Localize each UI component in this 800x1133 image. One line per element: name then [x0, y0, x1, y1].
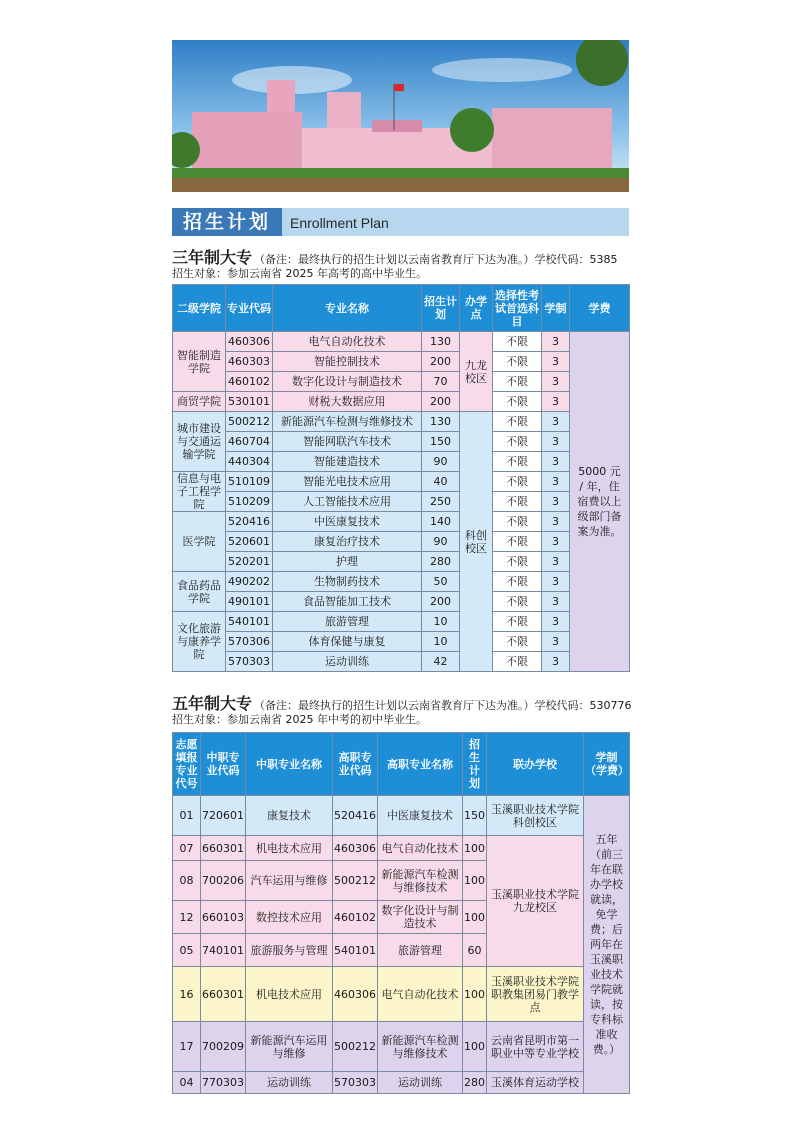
- table-row: [173, 412, 630, 432]
- mcode-cell: 660301: [201, 836, 246, 861]
- hname-cell: 新能源汽车检测与维修技术: [378, 861, 463, 901]
- three-year-table: [172, 284, 630, 672]
- code-cell: 460704: [226, 432, 273, 452]
- code-cell: 540101: [226, 612, 273, 632]
- mcode-cell: 660103: [201, 901, 246, 934]
- col-header: 二级学院: [173, 285, 226, 332]
- school-cell: 云南省昆明市第一职业中等专业学校: [487, 1022, 584, 1072]
- no-cell: 17: [173, 1022, 201, 1072]
- mname-cell: 新能源汽车运用与维修: [246, 1022, 333, 1072]
- plan-cell: 150: [422, 432, 460, 452]
- name-cell: 体育保健与康复: [273, 632, 422, 652]
- col-header: 中职专业名称: [246, 733, 333, 796]
- three-year-title: 三年制大专: [172, 248, 253, 267]
- mname-cell: 机电技术应用: [246, 836, 333, 861]
- code-cell: 460102: [226, 372, 273, 392]
- college-cell: 商贸学院: [173, 392, 226, 412]
- plan-cell: 100: [463, 836, 487, 861]
- code-cell: 460303: [226, 352, 273, 372]
- col-header: 中职专业代码: [201, 733, 246, 796]
- name-cell: 智能光电技术应用: [273, 472, 422, 492]
- name-cell: 智能网联汽车技术: [273, 432, 422, 452]
- section-header: [172, 208, 629, 236]
- subject-cell: 不限: [493, 452, 542, 472]
- years-cell: 3: [542, 532, 570, 552]
- table-row: [173, 1072, 630, 1094]
- code-cell: 520601: [226, 532, 273, 552]
- years-cell: 3: [542, 612, 570, 632]
- hname-cell: 数字化设计与制造技术: [378, 901, 463, 934]
- plan-cell: 100: [463, 861, 487, 901]
- subject-cell: 不限: [493, 492, 542, 512]
- subject-cell: 不限: [493, 472, 542, 492]
- subject-cell: 不限: [493, 352, 542, 372]
- name-cell: 康复治疗技术: [273, 532, 422, 552]
- subject-cell: 不限: [493, 552, 542, 572]
- name-cell: 生物制药技术: [273, 572, 422, 592]
- plan-cell: 40: [422, 472, 460, 492]
- years-cell: 3: [542, 432, 570, 452]
- college-cell: 文化旅游与康养学院: [173, 612, 226, 672]
- name-cell: 新能源汽车检测与维修技术: [273, 412, 422, 432]
- name-cell: 中医康复技术: [273, 512, 422, 532]
- hname-cell: 电气自动化技术: [378, 967, 463, 1022]
- plan-cell: 42: [422, 652, 460, 672]
- college-cell: 城市建设与交通运输学院: [173, 412, 226, 472]
- years-cell: 3: [542, 552, 570, 572]
- table-row: [173, 967, 630, 1022]
- fee-cell: 五年（前三年在联办学校就读，免学费；后两年在玉溪职业技术学院就读，按专科标准收费。）: [584, 796, 630, 1094]
- mcode-cell: 720601: [201, 796, 246, 836]
- hcode-cell: 570303: [333, 1072, 378, 1094]
- three-year-target: 招生对象：参加云南省 2025 年高考的高中毕业生。: [172, 267, 427, 280]
- subject-cell: 不限: [493, 612, 542, 632]
- table-row: [173, 472, 630, 492]
- name-cell: 旅游管理: [273, 612, 422, 632]
- school-cell: 玉溪职业技术学院科创校区: [487, 796, 584, 836]
- plan-cell: 10: [422, 612, 460, 632]
- plan-cell: 280: [422, 552, 460, 572]
- table-row: [173, 552, 630, 572]
- plan-cell: 90: [422, 452, 460, 472]
- plan-cell: 250: [422, 492, 460, 512]
- code-cell: 520201: [226, 552, 273, 572]
- col-header: 志愿填报专业代号: [173, 733, 201, 796]
- plan-cell: 10: [422, 632, 460, 652]
- subject-cell: 不限: [493, 652, 542, 672]
- name-cell: 运动训练: [273, 652, 422, 672]
- code-cell: 490101: [226, 592, 273, 612]
- years-cell: 3: [542, 392, 570, 412]
- table-row: [173, 512, 630, 532]
- col-header: 招生计划: [463, 733, 487, 796]
- no-cell: 05: [173, 934, 201, 967]
- table-row: [173, 432, 630, 452]
- no-cell: 08: [173, 861, 201, 901]
- table-row: [173, 592, 630, 612]
- hname-cell: 运动训练: [378, 1072, 463, 1094]
- subject-cell: 不限: [493, 572, 542, 592]
- years-cell: 3: [542, 332, 570, 352]
- college-cell: 信息与电子工程学院: [173, 472, 226, 512]
- table-row: [173, 332, 630, 352]
- col-header: 学费: [570, 285, 630, 332]
- plan-cell: 100: [463, 901, 487, 934]
- code-cell: 520416: [226, 512, 273, 532]
- subject-cell: 不限: [493, 372, 542, 392]
- hcode-cell: 500212: [333, 1022, 378, 1072]
- mname-cell: 旅游服务与管理: [246, 934, 333, 967]
- mname-cell: 机电技术应用: [246, 967, 333, 1022]
- mcode-cell: 770303: [201, 1072, 246, 1094]
- years-cell: 3: [542, 592, 570, 612]
- name-cell: 电气自动化技术: [273, 332, 422, 352]
- plan-cell: 100: [463, 967, 487, 1022]
- mcode-cell: 700206: [201, 861, 246, 901]
- table-row: [173, 352, 630, 372]
- name-cell: 智能控制技术: [273, 352, 422, 372]
- subject-cell: 不限: [493, 332, 542, 352]
- table-row: [173, 492, 630, 512]
- hname-cell: 新能源汽车检测与维修技术: [378, 1022, 463, 1072]
- years-cell: 3: [542, 472, 570, 492]
- hname-cell: 中医康复技术: [378, 796, 463, 836]
- name-cell: 财税大数据应用: [273, 392, 422, 412]
- plan-cell: 200: [422, 392, 460, 412]
- years-cell: 3: [542, 632, 570, 652]
- subject-cell: 不限: [493, 632, 542, 652]
- hcode-cell: 460102: [333, 901, 378, 934]
- plan-cell: 60: [463, 934, 487, 967]
- name-cell: 护理: [273, 552, 422, 572]
- subject-cell: 不限: [493, 412, 542, 432]
- fee-cell: 5000 元 / 年，住宿费以上级部门备案为准。: [570, 332, 630, 672]
- years-cell: 3: [542, 512, 570, 532]
- mcode-cell: 700209: [201, 1022, 246, 1072]
- col-header: 选择性考试首选科目: [493, 285, 542, 332]
- plan-cell: 140: [422, 512, 460, 532]
- section-title-zh: 招生计划: [172, 208, 282, 236]
- table-row: [173, 452, 630, 472]
- name-cell: 人工智能技术应用: [273, 492, 422, 512]
- no-cell: 16: [173, 967, 201, 1022]
- plan-cell: 100: [463, 1022, 487, 1072]
- five-year-title: 五年制大专: [172, 694, 253, 713]
- subject-cell: 不限: [493, 512, 542, 532]
- plan-cell: 130: [422, 412, 460, 432]
- col-header: 高职专业代码: [333, 733, 378, 796]
- table-row: [173, 836, 630, 861]
- table-row: [173, 796, 630, 836]
- school-cell: 玉溪职业技术学院九龙校区: [487, 836, 584, 967]
- years-cell: 3: [542, 572, 570, 592]
- years-cell: 3: [542, 492, 570, 512]
- years-cell: 3: [542, 352, 570, 372]
- plan-cell: 90: [422, 532, 460, 552]
- name-cell: 数字化设计与制造技术: [273, 372, 422, 392]
- plan-cell: 280: [463, 1072, 487, 1094]
- school-cell: 玉溪职业技术学院职教集团易门教学点: [487, 967, 584, 1022]
- col-header: 学制: [542, 285, 570, 332]
- subject-cell: 不限: [493, 432, 542, 452]
- hname-cell: 旅游管理: [378, 934, 463, 967]
- code-cell: 500212: [226, 412, 273, 432]
- site-cell: 九龙校区: [460, 332, 493, 412]
- college-cell: 智能制造学院: [173, 332, 226, 392]
- col-header: 高职专业名称: [378, 733, 463, 796]
- table-row: [173, 532, 630, 552]
- code-cell: 490202: [226, 572, 273, 592]
- subject-cell: 不限: [493, 592, 542, 612]
- plan-cell: 150: [463, 796, 487, 836]
- plan-cell: 50: [422, 572, 460, 592]
- table-row: [173, 632, 630, 652]
- mname-cell: 康复技术: [246, 796, 333, 836]
- plan-cell: 200: [422, 592, 460, 612]
- college-cell: 食品药品学院: [173, 572, 226, 612]
- name-cell: 智能建造技术: [273, 452, 422, 472]
- subject-cell: 不限: [493, 532, 542, 552]
- no-cell: 07: [173, 836, 201, 861]
- plan-cell: 70: [422, 372, 460, 392]
- five-year-target: 招生对象：参加云南省 2025 年中考的初中毕业生。: [172, 713, 427, 726]
- code-cell: 570306: [226, 632, 273, 652]
- hcode-cell: 540101: [333, 934, 378, 967]
- no-cell: 12: [173, 901, 201, 934]
- table-row: [173, 392, 630, 412]
- site-cell: 科创校区: [460, 412, 493, 672]
- table-row: [173, 612, 630, 632]
- years-cell: 3: [542, 372, 570, 392]
- code-cell: 510109: [226, 472, 273, 492]
- col-header: 联办学校: [487, 733, 584, 796]
- mname-cell: 运动训练: [246, 1072, 333, 1094]
- plan-cell: 130: [422, 332, 460, 352]
- col-header: 专业代码: [226, 285, 273, 332]
- college-cell: 医学院: [173, 512, 226, 572]
- no-cell: 01: [173, 796, 201, 836]
- code-cell: 510209: [226, 492, 273, 512]
- five-year-note: （备注：最终执行的招生计划以云南省教育厅下达为准。）学校代码：530776: [254, 699, 632, 712]
- mcode-cell: 660301: [201, 967, 246, 1022]
- code-cell: 530101: [226, 392, 273, 412]
- col-header: 办学点: [460, 285, 493, 332]
- col-header: 学制（学费）: [584, 733, 630, 796]
- col-header: 招生计划: [422, 285, 460, 332]
- name-cell: 食品智能加工技术: [273, 592, 422, 612]
- hname-cell: 电气自动化技术: [378, 836, 463, 861]
- years-cell: 3: [542, 652, 570, 672]
- school-cell: 玉溪体育运动学校: [487, 1072, 584, 1094]
- hcode-cell: 500212: [333, 861, 378, 901]
- hcode-cell: 460306: [333, 836, 378, 861]
- section-title-en: Enrollment Plan: [290, 215, 389, 231]
- code-cell: 440304: [226, 452, 273, 472]
- years-cell: 3: [542, 452, 570, 472]
- plan-cell: 200: [422, 352, 460, 372]
- mcode-cell: 740101: [201, 934, 246, 967]
- col-header: 专业名称: [273, 285, 422, 332]
- subject-cell: 不限: [493, 392, 542, 412]
- table-row: [173, 1022, 630, 1072]
- mname-cell: 数控技术应用: [246, 901, 333, 934]
- five-year-table: [172, 732, 630, 1094]
- table-row: [173, 372, 630, 392]
- mname-cell: 汽车运用与维修: [246, 861, 333, 901]
- code-cell: 570303: [226, 652, 273, 672]
- table-row: [173, 652, 630, 672]
- three-year-note: （备注：最终执行的招生计划以云南省教育厅下达为准。）学校代码：5385: [254, 253, 618, 266]
- table-row: [173, 572, 630, 592]
- campus-banner-photo: [172, 40, 629, 192]
- code-cell: 460306: [226, 332, 273, 352]
- no-cell: 04: [173, 1072, 201, 1094]
- hcode-cell: 460306: [333, 967, 378, 1022]
- hcode-cell: 520416: [333, 796, 378, 836]
- years-cell: 3: [542, 412, 570, 432]
